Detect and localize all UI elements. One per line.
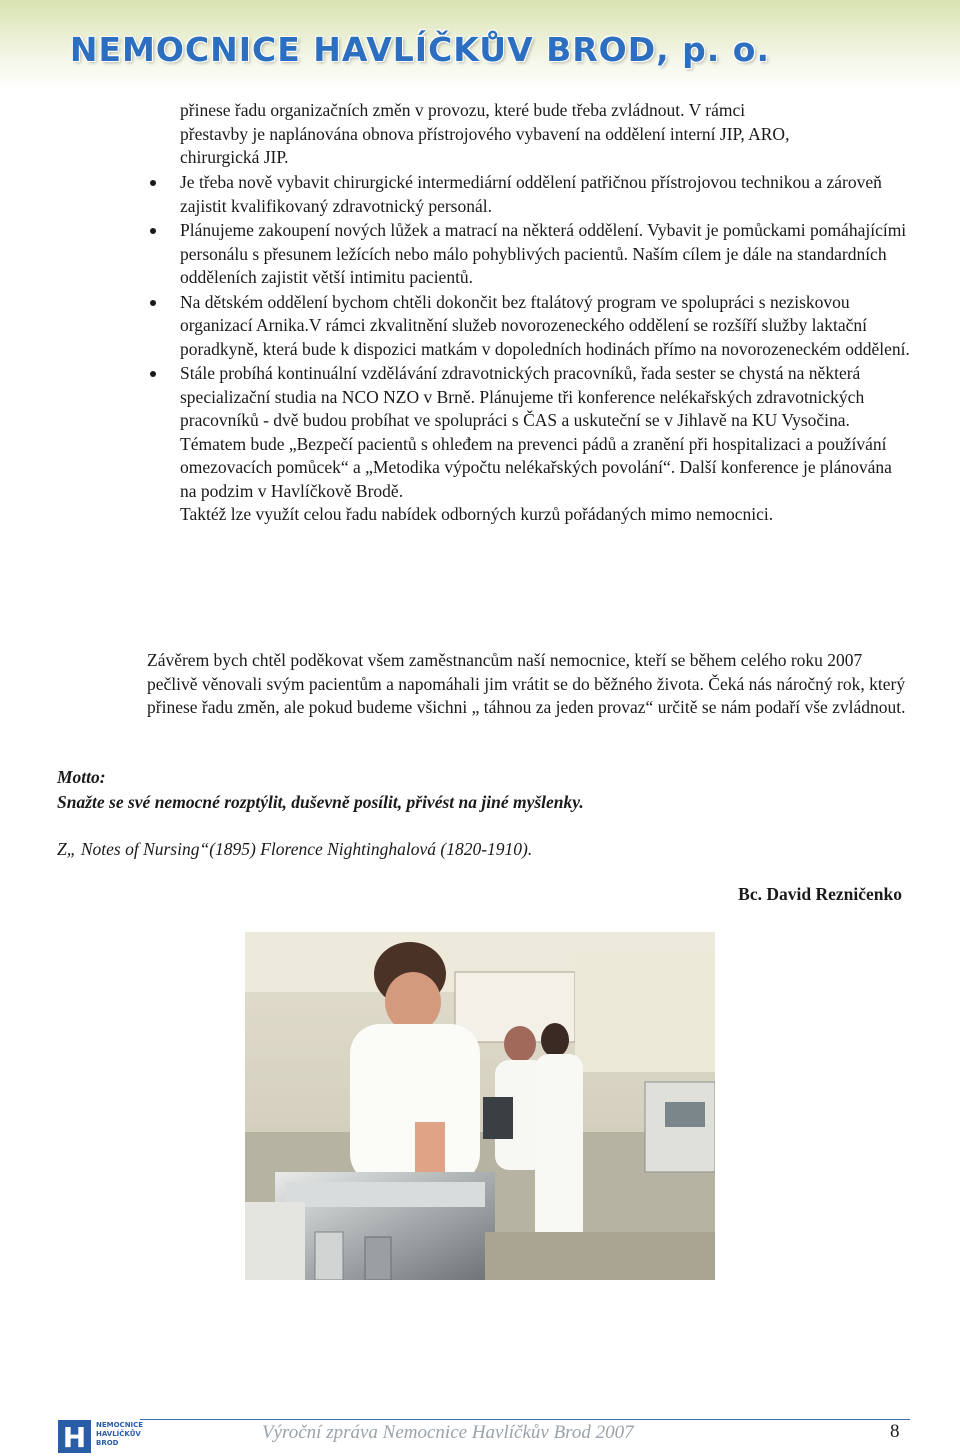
hospital-staff-photo [245,932,715,1280]
motto-citation: Z„ Notes of Nursing“(1895) Florence Nightinghalová (1820-1910). [57,839,533,859]
bullet-icon [150,180,156,186]
header-banner [0,0,960,92]
bullet-item [150,171,910,218]
header-title: NEMOCNICE HAVLÍČKŮV BROD, p. o. [69,30,770,69]
motto-quote: Snažte se své nemocné rozptýlit, duševně posílit, přivést na jiné myšlenky. [57,792,584,812]
bullet-icon [150,228,156,234]
bullet-text: Stále probíhá kontinuální vzdělávání zdravotnických pracovníků, řada sester se chystá na některá specializační studia na NCO NZO v Brně. Plánujeme tři konference nelékařských zdravotnických pracovníků - dvě budou probíhat ve spolupráci s ČAS a uskuteční se v Jihlavě na KU Vysočina. Tématem bude „Bezpečí pacientů s ohleđem na prevenci pádů a zranění při hospitalizaci a používání omezovacích pomůcek“ a „Metodika výpočtu nelékařských povolání“. Další konference je plánována na podzim v Havlíčkově Brodě. [180,363,892,501]
photo-illustration [245,932,715,1280]
bullet-text: Na dětském oddělení bychom chtěli dokončit bez ftalátový program ve spolupráci s neziskovou organizací Arnika.V rámci zkvalitnění služeb novorozeneckého oddělení se rozšíří služby laktační poradkyně, která bude k dispozici matkám v dopoledních hodinách přímo na novorozeneckém oddělení. [180,291,910,359]
author-signature: Bc. David Rezničenko [738,884,902,904]
intro-line: přestavby je naplánována obnova přístrojového vybavení na oddělení interní JIP, ARO, [180,123,790,144]
closing-paragraph [147,649,907,720]
bullet-text: Je třeba nově vybavit chirurgické intermediární oddělení patřičnou přístrojovou technikou a zároveň zajistit kvalifikovaný zdravotnický personál. [180,172,882,216]
intro-line: chirurgická JIP. [180,147,289,167]
intro-line: přinese řadu organizačních změn v provozu, které bude třeba zvládnout. V rámci [180,100,746,120]
logo-wordmark [96,1421,146,1448]
logo-letter: H [62,1421,87,1453]
footer-divider [140,1419,910,1420]
bullet-text: Plánujeme zakoupení nových lůžek a matrací na některá oddělení. Vybavit je pomůckami pomáhajícími personálu s přesunem ležících nebo málo pohyblivých pacientů. Naším cílem je dále na standardních odděleních zajistit větší intimitu pacientů. [180,220,907,287]
logo-line: BROD [96,1439,119,1447]
logo-line: NEMOCNICE [96,1421,144,1429]
bullet-item [150,291,910,362]
closing-text: Závěrem bych chtěl poděkovat všem zaměstnancům naší nemocnice, kteří se během celého roku 2007 pečlivě věnovali svým pacientům a napomáhali jim vrátit se do běžného života. Čeká nás náročný rok, který přinese řadu změn, ale pokud budeme všichni „ táhnou za jeden provaz“ určitě se nám podaří vše zvládnout. [147,650,906,717]
intro-paragraph [180,99,910,170]
page-number: 8 [890,1421,900,1442]
motto-block [57,765,917,862]
bullet-icon [150,300,156,306]
bullet-extra-line: Taktéž lze využít celou řadu nabídek odborných kurzů pořádaných mimo nemocnici. [180,504,774,524]
bullet-item [150,219,910,290]
footer-title: Výroční zpráva Nemocnice Havlíčkův Brod 2007 [262,1422,634,1443]
bullet-item [150,362,910,527]
bullet-list [150,171,910,528]
hospital-logo-icon [58,1420,91,1453]
logo-line: HAVLÍČKŮV [96,1430,141,1438]
bullet-icon [150,371,156,377]
motto-label: Motto: [57,767,106,787]
